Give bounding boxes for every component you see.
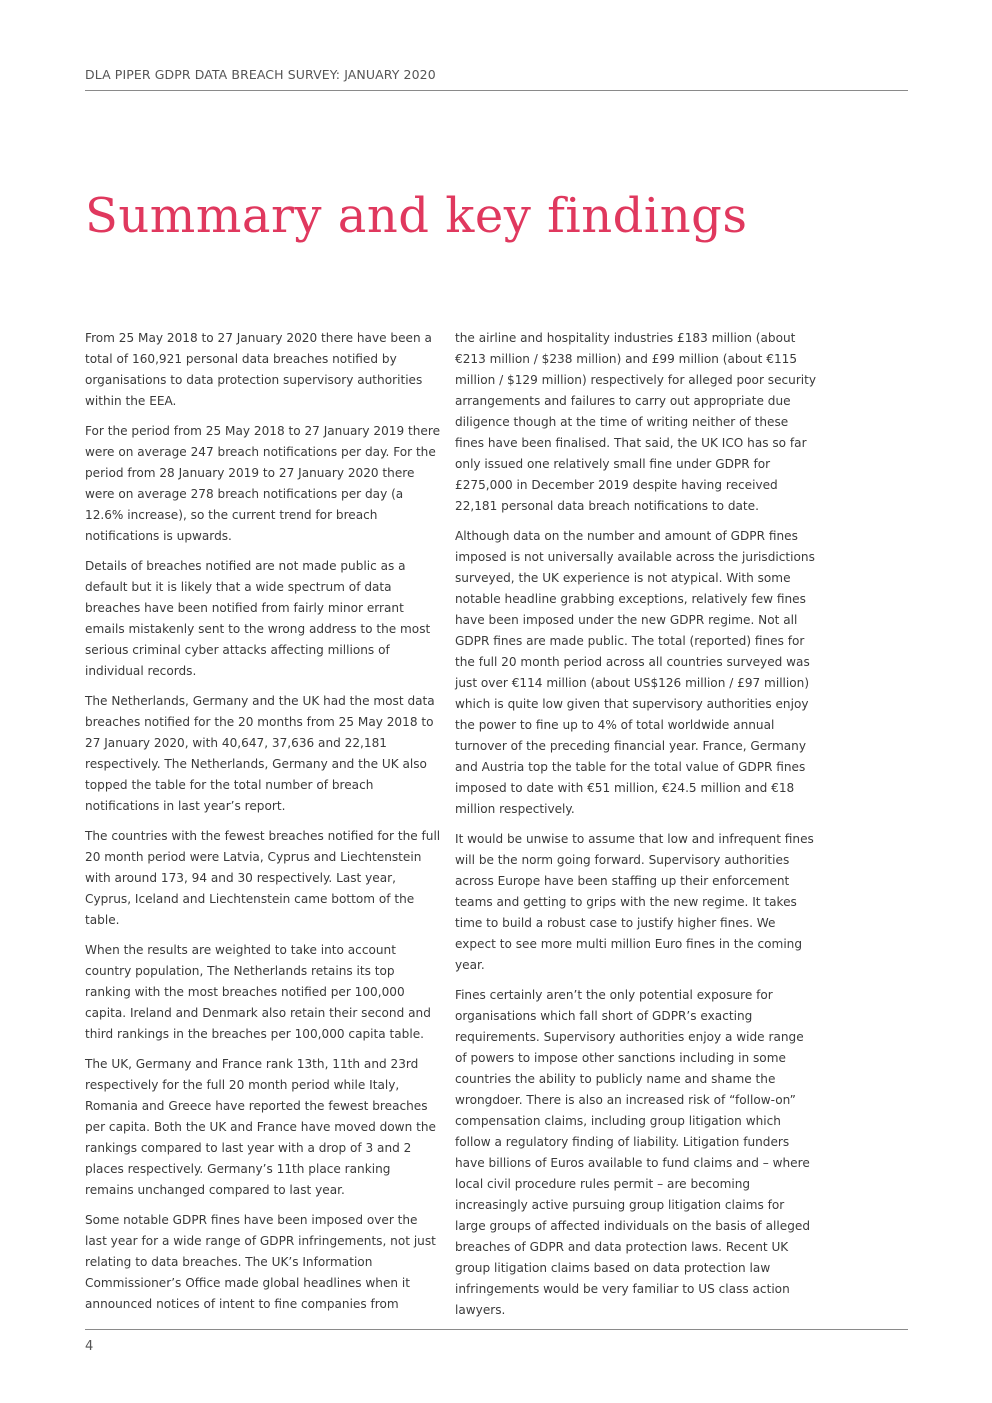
- body-paragraph: It would be unwise to assume that low and infrequent fines will be the norm going forward. Supervisory authorities across Europe have been staffing up their enforcement teams and getting to grips with the new regime. It takes time to build a robust case to justify higher fines. We expect to see more multi million Euro fines in the coming year.: [455, 832, 814, 972]
- footer-divider: [85, 1329, 908, 1330]
- body-paragraph: The Netherlands, Germany and the UK had the most data breaches notified for the 20 months from 25 May 2018 to 27 January 2020, with 40,647, 37,636 and 22,181 respectively. The Netherlands, Germany and the UK also topped the table for the total number of breach notifications in last year’s report.: [85, 694, 435, 813]
- body-paragraph: the airline and hospitality industries £183 million (about €213 million / $238 million) and £99 million (about €115 million / $129 million) respectively for alleged poor security arrangements and failures to carry out appropriate due diligence though at the time of writing neither of these fines have been finalised. That said, the UK ICO has so far only issued one relatively small fine under GDPR for £275,000 in December 2019 despite having received 22,181 personal data breach notifications to date.: [455, 331, 817, 513]
- header-divider: [85, 90, 908, 91]
- right-column: [455, 328, 817, 1330]
- body-paragraph: For the period from 25 May 2018 to 27 January 2019 there were on average 247 breach notifications per day. For the period from 28 January 2019 to 27 January 2020 there were on average 278 breach notifications per day (a 12.6% increase), so the current trend for breach notifications is upwards.: [85, 424, 441, 543]
- running-header: DLA PIPER GDPR DATA BREACH SURVEY: JANUARY 2020: [85, 67, 436, 82]
- body-paragraph: From 25 May 2018 to 27 January 2020 there have been a total of 160,921 personal data breaches notified by organisations to data protection supervisory authorities within the EEA.: [85, 331, 432, 408]
- left-column: [85, 328, 441, 1324]
- page-title: Summary and key findings: [85, 188, 748, 244]
- body-paragraph: Although data on the number and amount of GDPR fines imposed is not universally available across the jurisdictions surveyed, the UK experience is not atypical. With some notable headline grabbing exceptions, relatively few fines have been imposed under the new GDPR regime. Not all GDPR fines are made public. The total (reported) fines for the full 20 month period across all countries surveyed was just over €114 million (about US$126 million / £97 million) which is quite low given that supervisory authorities enjoy the power to fine up to 4% of total worldwide annual turnover of the preceding financial year. France, Germany and Austria top the table for the total value of GDPR fines imposed to date with €51 million, €24.5 million and €18 million respectively.: [455, 529, 815, 816]
- body-paragraph: Some notable GDPR fines have been imposed over the last year for a wide range of GDPR infringements, not just relating to data breaches. The UK’s Information Commissioner’s Office made global headlines when it announced notices of intent to fine companies from: [85, 1213, 436, 1311]
- body-paragraph: Fines certainly aren’t the only potential exposure for organisations which fall short of GDPR’s exacting requirements. Supervisory authorities enjoy a wide range of powers to impose other sanctions including in some countries the ability to publicly name and shame the wrongdoer. There is also an increased risk of “follow-on” compensation claims, including group litigation which follow a regulatory finding of liability. Litigation funders have billions of Euros available to fund claims and – where local civil procedure rules permit – are becoming increasingly active pursuing group litigation claims for large groups of affected individuals on the basis of alleged breaches of GDPR and data protection laws. Recent UK group litigation claims based on data protection law infringements would be very familiar to US class action lawyers.: [455, 988, 810, 1317]
- body-paragraph: Details of breaches notified are not made public as a default but it is likely that a wide spectrum of data breaches have been notified from fairly minor errant emails mistakenly sent to the wrong address to the most serious criminal cyber attacks affecting millions of individual records.: [85, 559, 431, 678]
- page-number: 4: [85, 1339, 94, 1354]
- body-paragraph: When the results are weighted to take into account country population, The Netherlands retains its top ranking with the most breaches notified per 100,000 capita. Ireland and Denmark also retain their second and third rankings in the breaches per 100,000 capita table.: [85, 943, 431, 1041]
- body-paragraph: The countries with the fewest breaches notified for the full 20 month period were Latvia, Cyprus and Liechtenstein with around 173, 94 and 30 respectively. Last year, Cyprus, Iceland and Liechtenstein came bottom of the table.: [85, 829, 441, 927]
- body-paragraph: The UK, Germany and France rank 13th, 11th and 23rd respectively for the full 20 month period while Italy, Romania and Greece have reported the fewest breaches per capita. Both the UK and France have moved down the rankings compared to last year with a drop of 3 and 2 places respectively. Germany’s 11th place ranking remains unchanged compared to last year.: [85, 1057, 436, 1197]
